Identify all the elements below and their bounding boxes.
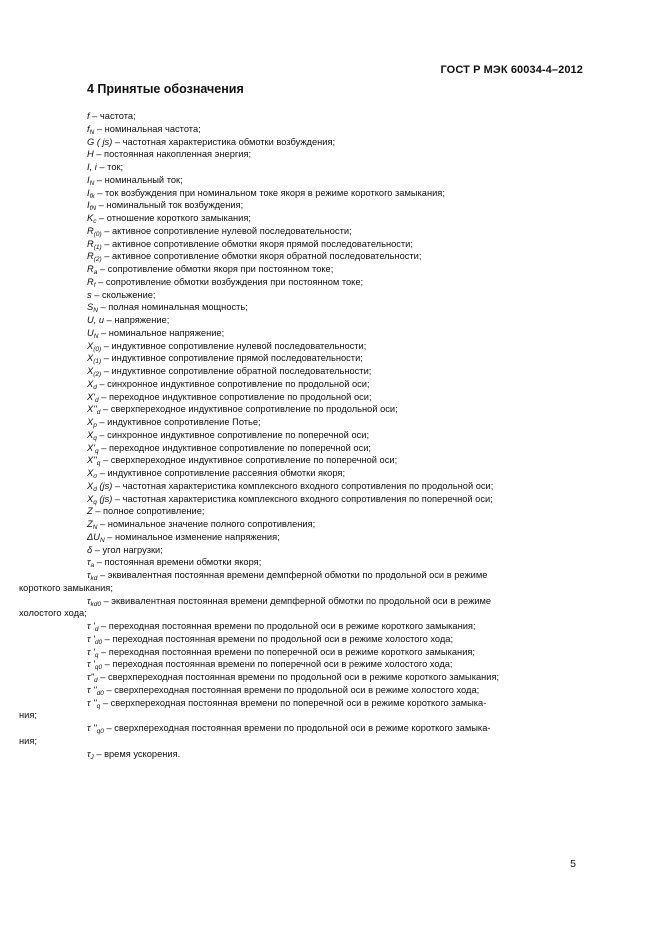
definition-text: – номинальное напряжение; — [98, 327, 225, 338]
symbol-subscript: q — [93, 498, 97, 506]
definition-text: – индуктивное сопротивление нулевой последовательности; — [101, 340, 367, 351]
definition-text: – сверхпереходная постоянная времени по продольной оси в режиме холостого хода; — [103, 684, 480, 695]
symbol-definition-item — [0, 161, 661, 174]
symbol: τ ' — [87, 659, 95, 670]
symbol: X — [87, 366, 94, 376]
symbol-definition-item — [0, 378, 661, 391]
definition-text: – сверхпереходная постоянная времени по поперечной оси в режиме короткого замыка- — [100, 697, 487, 708]
symbol-definition-item — [0, 646, 661, 659]
symbol-subscript: (0) — [93, 345, 102, 353]
symbol: I — [87, 187, 90, 198]
definition-text: – индуктивное сопротивление обратной последовательности; — [101, 366, 372, 376]
symbol-subscript: N — [93, 307, 98, 315]
symbol-definition-item — [0, 199, 661, 212]
symbol: τ'' — [87, 672, 95, 682]
symbol-subscript: a — [93, 269, 98, 276]
symbol-subscript: (2) — [93, 256, 102, 264]
symbol-definition-item — [0, 174, 661, 187]
definition-text: – номинальное изменение напряжения; — [104, 531, 280, 542]
symbol: f — [87, 123, 90, 134]
symbol-definition-item — [0, 276, 661, 289]
symbol-definition-item — [0, 544, 661, 557]
symbol: ΔU — [87, 531, 100, 542]
definition-text: – активное сопротивление обмотки якоря обратной последовательности; — [101, 251, 422, 262]
symbol: X'' — [87, 404, 97, 415]
symbol-definition-item — [0, 671, 661, 684]
symbol: τ — [87, 557, 91, 568]
symbol: τ — [87, 570, 91, 580]
symbol: X — [87, 417, 94, 427]
symbol-definition-item — [0, 620, 661, 633]
symbol-definition-item — [0, 301, 661, 314]
symbol: δ — [87, 544, 93, 555]
symbol: f — [87, 111, 90, 121]
definition-text: – эквивалентная постоянная времени демпферной обмотки по продольной оси в режиме — [97, 570, 488, 580]
definition-text: – переходное индуктивное сопротивление по продольной оси; — [98, 391, 372, 402]
definition-text: – сверхпереходная постоянная времени по продольной оси в режиме короткого замыка- — [103, 723, 491, 733]
symbol-subscript: (0) — [93, 230, 102, 238]
definition-text: – сопротивление обмотки якоря при постоянном токе; — [97, 264, 334, 274]
definition-text: – индуктивное сопротивление рассеяния обмотки якоря; — [97, 468, 346, 478]
symbol-definition-item — [0, 314, 661, 327]
definition-text: – полная номинальная мощность; — [97, 302, 248, 313]
symbol-subscript: q — [94, 651, 99, 659]
definition-text: – номинальная частота; — [94, 123, 201, 134]
symbol-definition-item — [0, 531, 661, 544]
symbol-definition-item — [0, 365, 661, 378]
symbol-definition-item — [0, 212, 661, 225]
symbol: I — [87, 174, 90, 185]
symbol-definition-item — [0, 633, 661, 646]
symbol: S — [87, 302, 94, 313]
symbol-definition-item — [0, 263, 661, 276]
symbol-subscript: fN — [89, 205, 97, 213]
definition-text: – частота; — [89, 111, 136, 121]
document-header: ГОСТ Р МЭК 60034-4–2012 — [440, 64, 583, 76]
definition-continuation: короткого замыкания; — [19, 582, 113, 593]
symbol-subscript: J — [90, 753, 94, 761]
section-title: 4 Принятые обозначения — [87, 82, 244, 96]
symbol-definition-item — [0, 480, 661, 493]
definition-text: – активное сопротивление нулевой последовательности; — [101, 225, 352, 236]
definition-text: – напряжение; — [104, 315, 170, 325]
symbol-subscript: c — [93, 218, 97, 225]
symbol-definition-item — [0, 429, 661, 442]
symbol-subscript: σ — [93, 473, 98, 480]
symbol-subscript: N — [89, 128, 95, 136]
definition-text: – частотная характеристика комплексного входного сопротивления по продольной оси; — [112, 480, 494, 491]
symbol-definition-item — [0, 454, 661, 467]
symbol-definition-item — [0, 225, 661, 238]
definition-text: – номинальный ток возбуждения; — [96, 200, 244, 211]
definition-text: – ток; — [96, 162, 124, 172]
symbol: τ — [87, 748, 91, 759]
symbol-subscript: N — [92, 524, 98, 531]
symbol: R — [87, 225, 94, 236]
symbol: X' — [87, 442, 95, 453]
definition-text: – переходная постоянная времени по поперечной оси в режиме короткого замыкания; — [98, 646, 476, 657]
symbol-subscript: d — [94, 626, 99, 633]
symbol-definition-item — [0, 722, 661, 748]
symbol: X'' — [87, 455, 97, 466]
symbol-subscript: (1) — [93, 243, 102, 251]
definition-text: – сверхпереходное индуктивное сопротивление по поперечной оси; — [100, 455, 398, 466]
symbol-subscript: N — [99, 536, 105, 544]
symbol: Z — [87, 519, 93, 529]
symbol-definition-item — [0, 442, 661, 455]
symbol-definition-item — [0, 136, 661, 149]
definition-text: – частотная характеристика обмотки возбуждения; — [112, 136, 336, 147]
definition-text: – частотная характеристика комплексного входного сопротивления по поперечной оси; — [112, 493, 493, 504]
symbol: R — [87, 251, 94, 262]
symbol: U, u — [87, 315, 105, 325]
definition-text: – сверхпереходное индуктивное сопротивление по продольной оси; — [100, 404, 398, 415]
symbol: I, i — [87, 162, 97, 172]
symbol-definition-item — [0, 250, 661, 263]
definition-text: – скольжение; — [91, 289, 156, 300]
definition-text: – сопротивление обмотки возбуждения при постоянном токе; — [95, 276, 364, 287]
definition-text: – переходная постоянная времени по продольной оси в режиме холостого хода; — [102, 633, 454, 644]
definition-text: – переходная постоянная времени по продольной оси в режиме короткого замыкания; — [98, 621, 476, 631]
symbol: τ ' — [87, 621, 95, 631]
symbol-subscript: d — [94, 396, 99, 404]
symbol-definition-item — [0, 684, 661, 697]
page-number: 5 — [570, 858, 576, 870]
definition-text: – время ускорения. — [93, 748, 181, 759]
symbol-subscript: kd0 — [90, 600, 101, 608]
symbol: X — [87, 340, 94, 351]
symbol: G ( js) — [87, 136, 113, 147]
symbol-subscript: a — [90, 562, 95, 570]
symbol-definition-item — [0, 187, 661, 200]
symbol-definition-item — [0, 340, 661, 353]
definition-text: – индуктивное сопротивление прямой последовательности; — [101, 353, 363, 364]
symbol: R — [87, 264, 94, 274]
symbol-definition-item — [0, 110, 661, 123]
symbol: τ '' — [87, 723, 97, 733]
definition-text: – номинальное значение полного сопротивления; — [97, 519, 316, 529]
symbol: X' — [87, 391, 95, 402]
symbol-definition-item — [0, 569, 661, 595]
symbol-subscript: d — [93, 485, 97, 493]
symbol: I — [87, 200, 90, 211]
definition-continuation: ния; — [19, 710, 37, 721]
symbol-definition-item — [0, 493, 661, 506]
definition-continuation: холостого хода; — [19, 608, 87, 619]
symbol: R — [87, 276, 94, 287]
symbol: U — [87, 327, 94, 338]
symbol-definition-item — [0, 123, 661, 136]
symbol-subscript: N — [89, 179, 95, 187]
symbol-subscript: q — [96, 702, 101, 710]
symbol-definition-item — [0, 403, 661, 416]
symbol: R — [87, 238, 94, 249]
symbol-subscript: d — [93, 383, 97, 391]
definition-text: – полное сопротивление; — [92, 506, 205, 517]
symbol: H — [87, 149, 94, 160]
symbol-definition-item — [0, 352, 661, 365]
symbol-definition-item — [0, 518, 661, 531]
definition-text: – эквивалентная постоянная времени демпферной обмотки по продольной оси в режиме — [100, 595, 492, 606]
symbol: X — [87, 378, 94, 389]
symbol-subscript: d0 — [96, 689, 104, 697]
symbol-subscript: fk — [89, 192, 95, 200]
definition-text: – отношение короткого замыкания; — [96, 213, 251, 223]
symbol-subscript: d — [94, 677, 98, 684]
definition-text: – переходная постоянная времени по поперечной оси в режиме холостого хода; — [102, 659, 453, 670]
definition-text: – номинальный ток; — [94, 174, 183, 185]
definition-text: – синхронное индуктивное сопротивление по поперечной оси; — [96, 429, 370, 440]
symbol-definition-item — [0, 595, 661, 621]
symbol-definition-item — [0, 289, 661, 302]
symbol-subscript: kd — [90, 575, 98, 582]
symbol: Z — [87, 506, 93, 517]
symbol-definition-item — [0, 748, 661, 761]
symbol: X — [87, 480, 94, 491]
symbol: X — [87, 468, 94, 478]
definition-text: – постоянная накопленная энергия; — [93, 149, 252, 160]
symbol-definition-item — [0, 505, 661, 518]
symbol-argument: (js) — [96, 493, 113, 504]
symbol-subscript: f — [93, 281, 96, 289]
definition-text: – ток возбуждения при номинальном токе якоря в режиме короткого замыкания; — [94, 187, 445, 198]
symbol-definition-item — [0, 327, 661, 340]
symbol-subscript: q — [96, 460, 101, 468]
definition-text: – активное сопротивление обмотки якоря прямой последовательности; — [101, 238, 413, 249]
symbol-definition-item — [0, 697, 661, 723]
symbol: X — [87, 353, 94, 364]
symbol-subscript: q — [94, 447, 99, 455]
symbol-definition-item — [0, 391, 661, 404]
symbol: s — [87, 289, 92, 300]
symbol-subscript: N — [93, 332, 99, 340]
definition-text: – сверхпереходная постоянная времени по продольной оси в режиме короткого замыкания; — [97, 672, 500, 682]
definition-text: – постоянная времени обмотки якоря; — [94, 557, 262, 568]
symbol-subscript: q — [93, 434, 97, 442]
symbol-definition-item — [0, 416, 661, 429]
symbol-definition-item — [0, 658, 661, 671]
symbol: X — [87, 493, 94, 504]
definition-text: – индуктивное сопротивление Потье; — [96, 417, 261, 427]
definition-text: – переходное индуктивное сопротивление по поперечной оси; — [98, 442, 371, 453]
symbol: τ ' — [87, 633, 95, 644]
symbol-subscript: (1) — [93, 358, 102, 366]
definition-text: – угол нагрузки; — [92, 544, 163, 555]
symbol: K — [87, 213, 94, 223]
symbol-definition-item — [0, 556, 661, 569]
symbol-subscript: q0 — [94, 664, 103, 672]
symbol-subscript: (2) — [93, 371, 102, 378]
symbol: X — [87, 429, 94, 440]
symbol: τ ' — [87, 646, 95, 657]
symbol-definition-item — [0, 238, 661, 251]
symbol-subscript: q0 — [96, 728, 104, 735]
symbol-subscript: d0 — [94, 638, 103, 646]
symbol: τ '' — [87, 684, 97, 695]
definition-continuation: ния; — [19, 735, 37, 746]
symbol-subscript: p — [93, 422, 97, 429]
symbol-definition-item — [0, 467, 661, 480]
symbol-definition-item — [0, 148, 661, 161]
symbol-subscript: d — [96, 409, 101, 417]
symbol: τ '' — [87, 697, 97, 708]
definition-text: – синхронное индуктивное сопротивление по продольной оси; — [96, 378, 370, 389]
symbol: τ — [87, 595, 91, 606]
symbol-argument: (js) — [96, 480, 113, 491]
symbols-list — [0, 110, 661, 760]
